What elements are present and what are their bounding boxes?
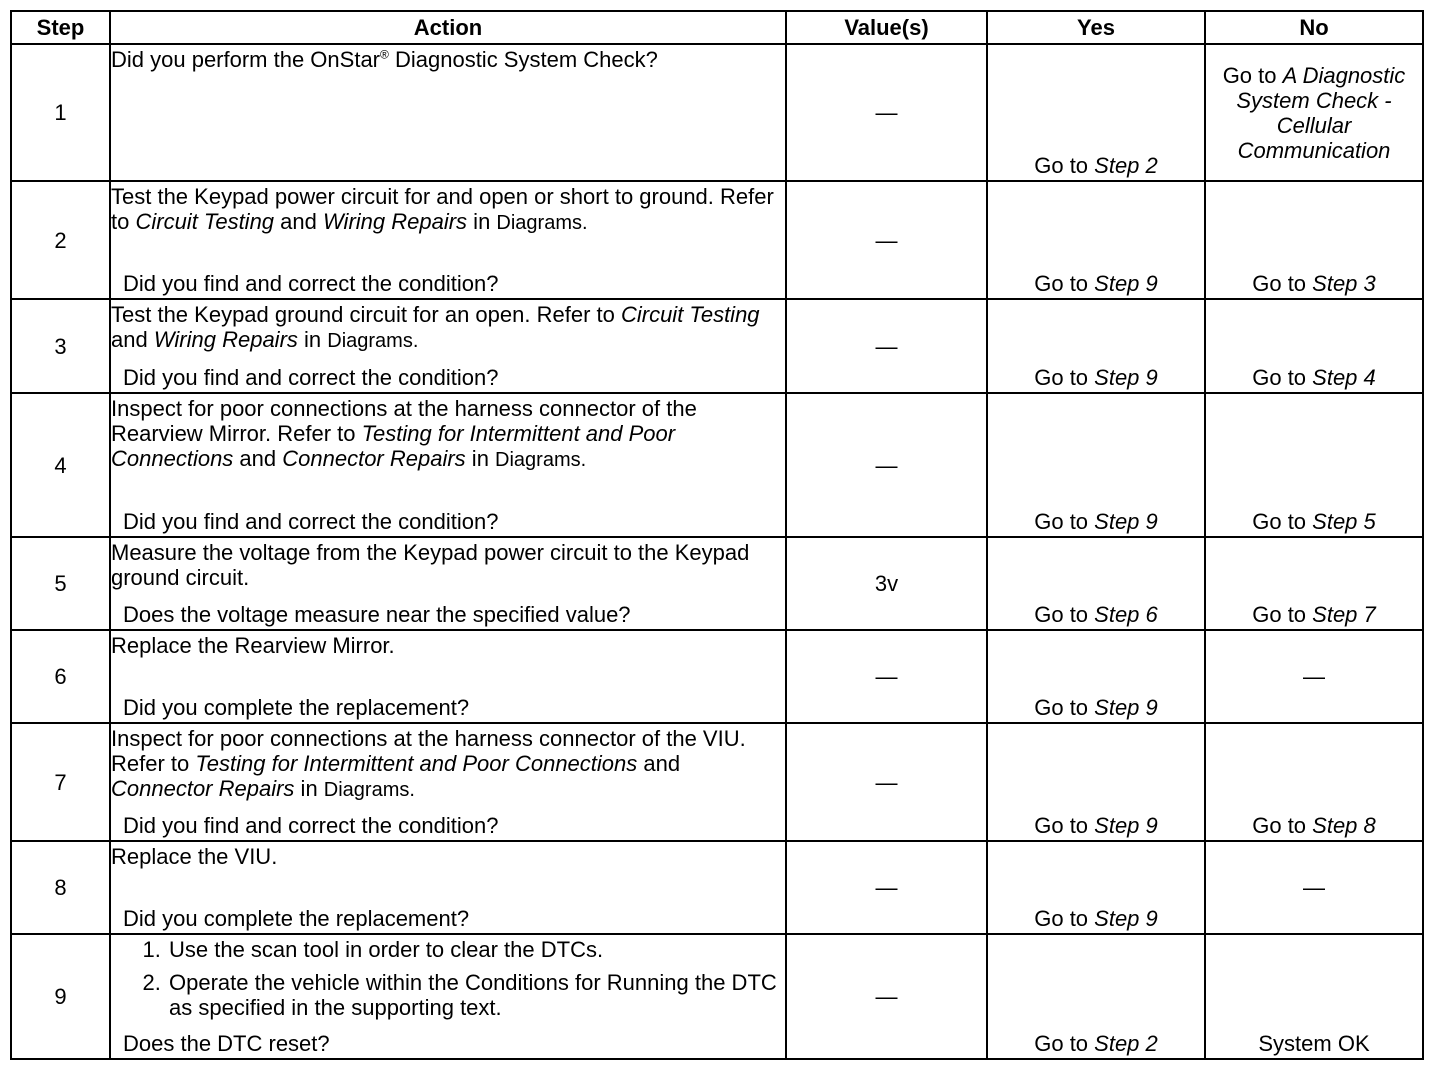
yes-step-link[interactable]: Step 2	[1094, 1031, 1158, 1056]
yes-step-link[interactable]: Step 6	[1094, 602, 1158, 627]
action-text: Measure the voltage from the Keypad power circuit to the Keypad ground circuit.	[111, 540, 750, 590]
action-cell	[110, 723, 786, 841]
header-step: Step	[11, 11, 110, 44]
action-text: in	[467, 209, 497, 234]
action-question: Did you find and correct the condition?	[123, 813, 499, 838]
no-cell	[1205, 393, 1423, 537]
action-question: Did you complete the replacement?	[123, 695, 470, 720]
yes-step-link[interactable]: Step 2	[1094, 153, 1158, 178]
yes-step-link[interactable]: Step 9	[1094, 271, 1158, 296]
ref-diagrams[interactable]: Diagrams.	[496, 212, 588, 234]
value-cell: —	[786, 934, 987, 1059]
action-text: and	[637, 751, 681, 776]
ref-circuit-testing[interactable]: Circuit Testing	[620, 302, 760, 327]
table-row	[11, 537, 1423, 630]
no-prefix: Go to	[1252, 509, 1313, 534]
action-cell	[110, 841, 786, 934]
yes-step-link[interactable]: Step 9	[1094, 906, 1158, 931]
action-text: Inspect for poor connections at the harness connector of the Rearview Mirror. Refer to	[111, 396, 697, 446]
step-number: 5	[11, 537, 110, 630]
value-cell: —	[786, 299, 987, 393]
action-text: in	[294, 776, 324, 801]
system-ok-text: System OK	[1258, 1031, 1370, 1056]
no-cell	[1205, 537, 1423, 630]
value-cell: —	[786, 393, 987, 537]
action-cell	[110, 537, 786, 630]
no-prefix: Go to	[1252, 365, 1313, 390]
action-text: Test the Keypad ground circuit for an open. Refer to	[111, 302, 621, 327]
yes-cell	[987, 841, 1205, 934]
table-row	[11, 841, 1423, 934]
yes-step-link[interactable]: Step 9	[1094, 813, 1158, 838]
ref-wiring-repairs[interactable]: Wiring Repairs	[153, 327, 298, 352]
action-question: Does the voltage measure near the specified value?	[123, 602, 631, 627]
action-text: Did you perform the OnStar	[111, 47, 381, 72]
step-number: 1	[11, 44, 110, 181]
no-prefix: Go to	[1222, 62, 1283, 88]
action-cell	[110, 393, 786, 537]
table-row	[11, 393, 1423, 537]
procedure-list	[111, 937, 785, 1020]
yes-prefix: Go to	[1034, 271, 1095, 296]
step-number: 2	[11, 181, 110, 299]
action-cell	[110, 299, 786, 393]
no-prefix: Go to	[1252, 813, 1313, 838]
yes-cell	[987, 723, 1205, 841]
header-row	[11, 11, 1423, 44]
table-row	[11, 299, 1423, 393]
step-number: 3	[11, 299, 110, 393]
no-prefix: Go to	[1252, 271, 1313, 296]
action-text: Replace the VIU.	[111, 844, 278, 869]
no-step-link[interactable]: Step 3	[1312, 271, 1376, 296]
ref-connector-repairs[interactable]: Connector Repairs	[111, 776, 295, 801]
action-text: Replace the Rearview Mirror.	[111, 633, 395, 658]
action-cell	[110, 934, 786, 1059]
no-cell	[1205, 723, 1423, 841]
table-row	[11, 723, 1423, 841]
value-cell: —	[786, 841, 987, 934]
ref-circuit-testing[interactable]: Circuit Testing	[135, 209, 275, 234]
no-cell: —	[1205, 841, 1423, 934]
table-row	[11, 44, 1423, 181]
step-number: 8	[11, 841, 110, 934]
no-cell	[1205, 299, 1423, 393]
diagnostic-table	[10, 10, 1424, 1060]
step-number: 4	[11, 393, 110, 537]
yes-prefix: Go to	[1034, 906, 1095, 931]
no-step-link[interactable]: A Diagnostic System Check - Cellular Communication	[1236, 62, 1406, 163]
yes-prefix: Go to	[1034, 1031, 1095, 1056]
no-cell	[1205, 44, 1423, 181]
ref-testing-intermittent[interactable]: Testing for Intermittent and Poor Connections	[111, 421, 676, 471]
no-cell: —	[1205, 630, 1423, 723]
value-cell: —	[786, 181, 987, 299]
action-text: in	[465, 446, 496, 471]
action-text: Inspect for poor connections at the harness connector of the VIU. Refer to	[111, 726, 746, 776]
ref-connector-repairs[interactable]: Connector Repairs	[282, 446, 466, 471]
yes-prefix: Go to	[1034, 602, 1095, 627]
action-question: Did you find and correct the condition?	[123, 271, 499, 296]
value-cell: —	[786, 630, 987, 723]
action-question: Did you find and correct the condition?	[123, 365, 499, 390]
table-row	[11, 630, 1423, 723]
action-cell	[110, 630, 786, 723]
value-cell: 3v	[786, 537, 987, 630]
header-values: Value(s)	[786, 11, 987, 44]
yes-cell	[987, 537, 1205, 630]
yes-step-link[interactable]: Step 9	[1094, 695, 1158, 720]
value-cell: —	[786, 44, 987, 181]
ref-diagrams[interactable]: Diagrams.	[327, 330, 419, 352]
yes-step-link[interactable]: Step 9	[1094, 365, 1158, 390]
action-question: Does the DTC reset?	[123, 1031, 330, 1056]
yes-cell	[987, 44, 1205, 181]
no-step-link[interactable]: Step 4	[1312, 365, 1376, 390]
diagnostic-table-container	[10, 10, 1422, 1060]
ref-wiring-repairs[interactable]: Wiring Repairs	[322, 209, 468, 234]
yes-prefix: Go to	[1034, 153, 1095, 178]
no-step-link[interactable]: Step 8	[1312, 813, 1376, 838]
header-action: Action	[110, 11, 786, 44]
no-cell	[1205, 181, 1423, 299]
action-text: Test the Keypad power circuit for and open or short to ground. Refer to	[111, 184, 774, 234]
table-row	[11, 181, 1423, 299]
ref-testing-intermittent[interactable]: Testing for Intermittent and Poor Connections	[195, 751, 638, 776]
action-question: Did you complete the replacement?	[123, 906, 470, 931]
yes-cell	[987, 181, 1205, 299]
registered-mark: ®	[380, 47, 389, 62]
action-text: in	[297, 327, 328, 352]
action-cell	[110, 44, 786, 181]
step-number: 6	[11, 630, 110, 723]
action-question: Did you find and correct the condition?	[123, 509, 499, 534]
list-item: 1. Use the scan tool in order to clear the DTCs.	[167, 937, 785, 962]
no-cell	[1205, 934, 1423, 1059]
yes-prefix: Go to	[1034, 509, 1095, 534]
action-text: Diagnostic System Check?	[388, 47, 658, 72]
yes-cell	[987, 630, 1205, 723]
yes-cell	[987, 393, 1205, 537]
value-cell: —	[786, 723, 987, 841]
action-text: and	[233, 446, 283, 471]
table-row	[11, 934, 1423, 1059]
header-yes: Yes	[987, 11, 1205, 44]
ref-diagrams[interactable]: Diagrams.	[495, 449, 587, 471]
yes-prefix: Go to	[1034, 695, 1095, 720]
step-number: 7	[11, 723, 110, 841]
step-number: 9	[11, 934, 110, 1059]
yes-step-link[interactable]: Step 9	[1094, 509, 1158, 534]
yes-prefix: Go to	[1034, 365, 1095, 390]
no-step-link[interactable]: Step 7	[1312, 602, 1376, 627]
action-text: and	[274, 209, 323, 234]
list-item: 2. Operate the vehicle within the Conditions for Running the DTC as specified in the supporting text.	[167, 970, 785, 1020]
action-cell	[110, 181, 786, 299]
yes-prefix: Go to	[1034, 813, 1095, 838]
action-text: and	[111, 327, 154, 352]
ref-diagrams[interactable]: Diagrams.	[323, 779, 415, 801]
no-step-link[interactable]: Step 5	[1312, 509, 1376, 534]
yes-cell	[987, 299, 1205, 393]
header-no: No	[1205, 11, 1423, 44]
yes-cell	[987, 934, 1205, 1059]
no-prefix: Go to	[1252, 602, 1313, 627]
